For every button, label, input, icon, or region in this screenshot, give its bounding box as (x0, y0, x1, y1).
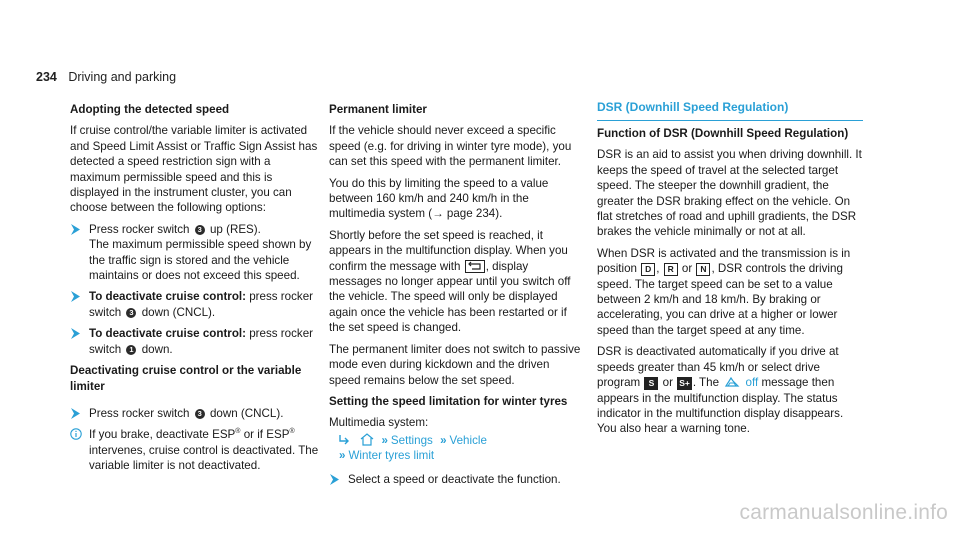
menu-settings[interactable]: Settings (390, 433, 433, 447)
column-left (70, 102, 320, 480)
gear-d-badge: D (641, 263, 655, 276)
switch-number-badge: 3 (195, 225, 205, 235)
page-header (36, 70, 176, 84)
gear-n-badge: N (696, 263, 710, 276)
heading-adopting: Adopting the detected speed (70, 103, 230, 116)
step-arrow-icon (70, 408, 81, 419)
step-arrow-icon (70, 328, 81, 339)
step-arrow-icon (329, 474, 340, 485)
back-icon (465, 260, 485, 273)
multimedia-label: Multimedia system: (329, 416, 429, 430)
switch-number-badge: 1 (126, 345, 136, 355)
menu-winter-tyres-limit[interactable]: Winter tyres limit (348, 449, 435, 463)
step-deactivate: Press rocker switch 3 down (CNCL). (70, 406, 320, 421)
step-down: To deactivate cruise control: press rocker switch 1 down. (70, 326, 320, 357)
program-s-badge: S (644, 377, 658, 390)
section-title-dsr: DSR (Downhill Speed Regulation) (597, 100, 863, 121)
heading-permanent-limiter: Permanent limiter (329, 103, 427, 116)
chevron-double-icon: » (339, 449, 346, 463)
paragraph-perm-1: If the vehicle should never exceed a specific speed (e.g. for driving in winter tyre mode), you can set this speed with the permanent limiter. (329, 124, 572, 169)
step-res: Press rocker switch 3 up (RES). The maximum permissible speed shown by the traffic sign is stored and the vehicle maintains or does not exceed this speed. (70, 222, 320, 284)
intro-paragraph: If cruise control/the variable limiter is activated and Speed Limit Assist or Traffic Sign Assist has detected a speed restriction sign with a maximum permissible speed and this is displayed in the instrument cluster, you can choose between the following options: (70, 124, 318, 215)
heading-dsr-function: Function of DSR (Downhill Speed Regulation) (597, 127, 849, 140)
paragraph-dsr-3: DSR is deactivated automatically if you drive at speeds greater than 45 km/h or select drive program S or S+ . The off message then appears in the multifunction display. The status indicator in the multifunction display disappears. You also hear a warning tone. (597, 345, 844, 436)
info-note: If you brake, deactivate ESP® or if ESP® intervenes, cruise control is deactivated. The variable limiter is not deactivated. (70, 427, 320, 473)
heading-deactivating: Deactivating cruise control or the variable limiter (70, 364, 302, 393)
step-select-speed: Select a speed or deactivate the function. (329, 472, 583, 487)
gear-r-badge: R (664, 263, 678, 276)
home-icon[interactable] (360, 433, 374, 446)
path-arrow-icon (339, 435, 351, 445)
paragraph-dsr-2: When DSR is activated and the transmission is in position D , R or N , DSR controls the driving speed. The target speed can be set to a value between 2 km/h and 18 km/h. By braking or accelerating, you can drive at a higher or lower speed than the target speed at any time. (597, 246, 851, 337)
chevron-double-icon: » (381, 433, 388, 447)
paragraph-perm-4: The permanent limiter does not switch to passive mode even during kickdown and the driven speed remains below the set speed. (329, 342, 581, 387)
step-arrow-icon (70, 224, 81, 235)
column-middle (329, 102, 583, 493)
switch-number-badge: 3 (195, 409, 205, 419)
column-right (597, 126, 865, 443)
program-s-plus-badge: S+ (679, 378, 690, 389)
step-arrow-icon (70, 291, 81, 302)
paragraph-perm-3: Shortly before the set speed is reached, it appears in the multifunction display. When you confirm the message with , display messages no longer appear until you switch off the vehicle. The speed will only be displayed again once the vehicle has been restarted or if the set speed is changed. (329, 228, 571, 335)
menu-vehicle[interactable]: Vehicle (449, 433, 487, 447)
info-icon (70, 428, 82, 440)
paragraph-perm-2: You do this by limiting the speed to a value between 160 km/h and 240 km/h in the multimedia system (→ page 234). (329, 176, 549, 221)
page-reference-link[interactable]: → page 234 (432, 207, 496, 221)
chevron-double-icon: » (440, 433, 447, 447)
menu-path (329, 433, 583, 464)
watermark: carmanualsonline.info (739, 501, 948, 524)
dsr-icon (724, 376, 740, 388)
heading-winter-tyres: Setting the speed limitation for winter tyres (329, 394, 568, 408)
paragraph-dsr-1: DSR is an aid to assist you when driving downhill. It keeps the speed of travel at the selected target speed. The steeper the downhill gradient, the greater the DSR braking effect on the vehicle. On flat stretches of road and uphill gradients, the DSR brakes the vehicle minimally or not at all. (597, 148, 862, 239)
page-number: 234 (36, 70, 57, 84)
section-title: Driving and parking (68, 70, 177, 84)
step-cncl: To deactivate cruise control: press rocker switch 3 down (CNCL). (70, 289, 320, 320)
switch-number-badge: 3 (126, 308, 136, 318)
dsr-off-label: off (745, 376, 759, 390)
